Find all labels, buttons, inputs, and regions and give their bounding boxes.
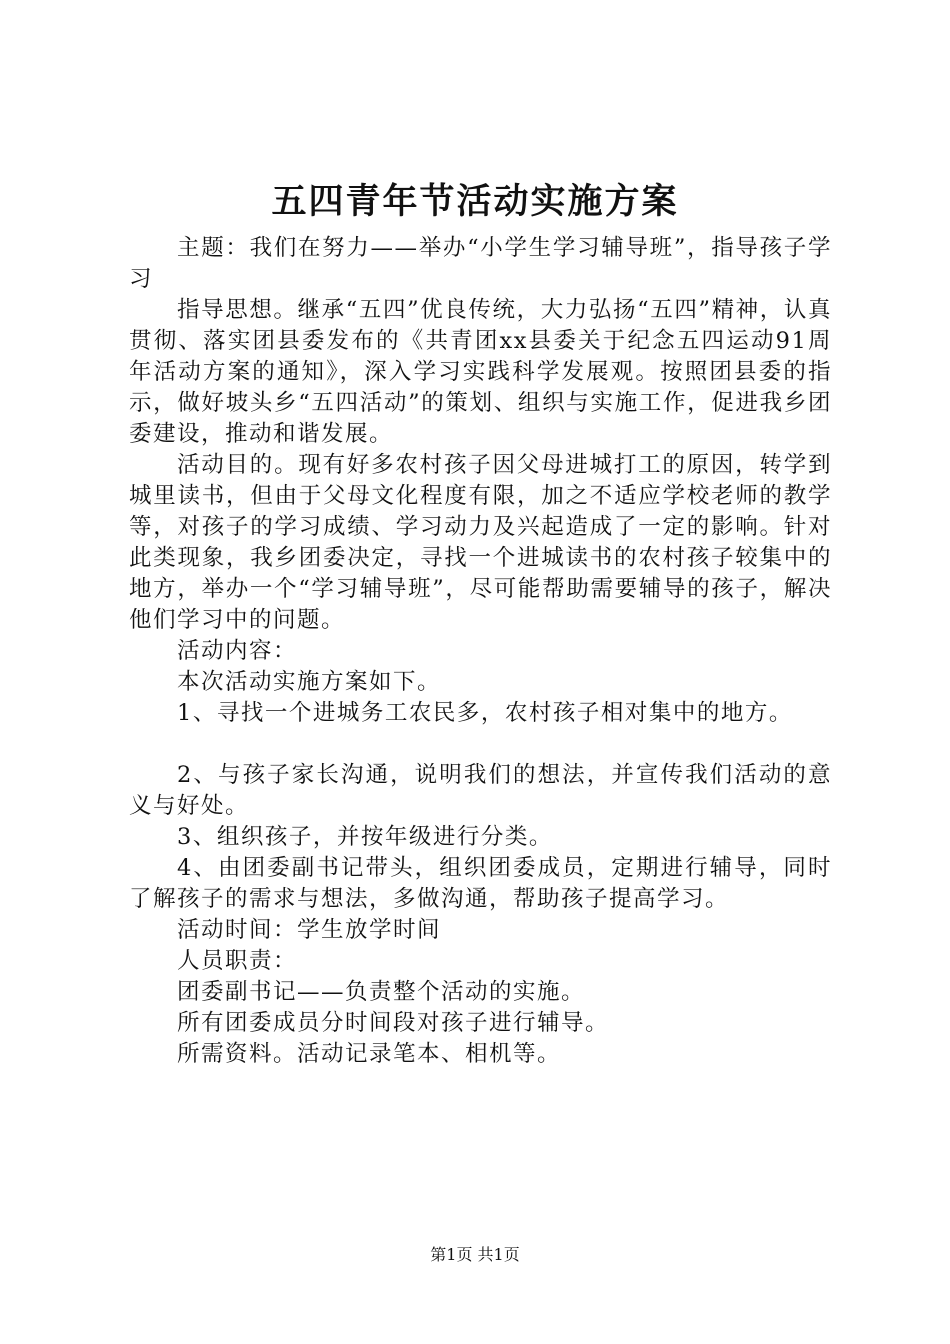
list-item-1: 1、寻找一个进城务工农民多，农村孩子相对集中的地方。 [177, 700, 793, 726]
document-body [129, 233, 832, 1070]
paragraph-activity-content: 活动内容： [177, 638, 298, 664]
document-title: 五四青年节活动实施方案 [271, 181, 679, 222]
list-item-4: 4、由团委副书记带头，组织团委成员，定期进行辅导，同时了解孩子的需求与想法，多做沟通，帮助孩子提高学习。 [129, 855, 832, 912]
list-item-3: 3、组织孩子，并按年级进行分类。 [177, 824, 553, 850]
paragraph-deputy-secretary: 团委副书记——负责整个活动的实施。 [177, 979, 586, 1005]
paragraph-members: 所有团委成员分时间段对孩子进行辅导。 [177, 1010, 610, 1036]
paragraph-activity-time: 活动时间：学生放学时间 [177, 917, 442, 943]
paragraph-plan-intro: 本次活动实施方案如下。 [177, 669, 442, 695]
page-footer: 第1页 共1页 [430, 1245, 520, 1264]
paragraph-guiding-ideology: 指导思想。继承“五四”优良传统，大力弘扬“五四”精神，认真贯彻、落实团县委发布的《共青团xx县委关于纪念五四运动91周年活动方案的通知》，深入学习实践科学发展观。按照团县委的指示，做好坡头乡“五四活动”的策划、组织与实施工作，促进我乡团委建设，推动和谐发展。 [129, 297, 832, 447]
paragraph-materials: 所需资料。活动记录笔本、相机等。 [177, 1041, 562, 1067]
paragraph-theme: 主题：我们在努力——举办“小学生学习辅导班”，指导孩子学习 [129, 235, 832, 292]
list-item-2: 2、与孩子家长沟通，说明我们的想法，并宣传我们活动的意义与好处。 [129, 762, 832, 819]
blank-line [129, 729, 832, 760]
paragraph-activity-purpose: 活动目的。现有好多农村孩子因父母进城打工的原因，转学到城里读书，但由于父母文化程度有限，加之不适应学校老师的教学等，对孩子的学习成绩、学习动力及兴起造成了一定的影响。针对此类现象，我乡团委决定，寻找一个进城读书的农村孩子较集中的地方，举办一个“学习辅导班”，尽可能帮助需要辅导的孩子，解决他们学习中的问题。 [129, 452, 832, 633]
paragraph-responsibilities: 人员职责： [177, 948, 298, 974]
